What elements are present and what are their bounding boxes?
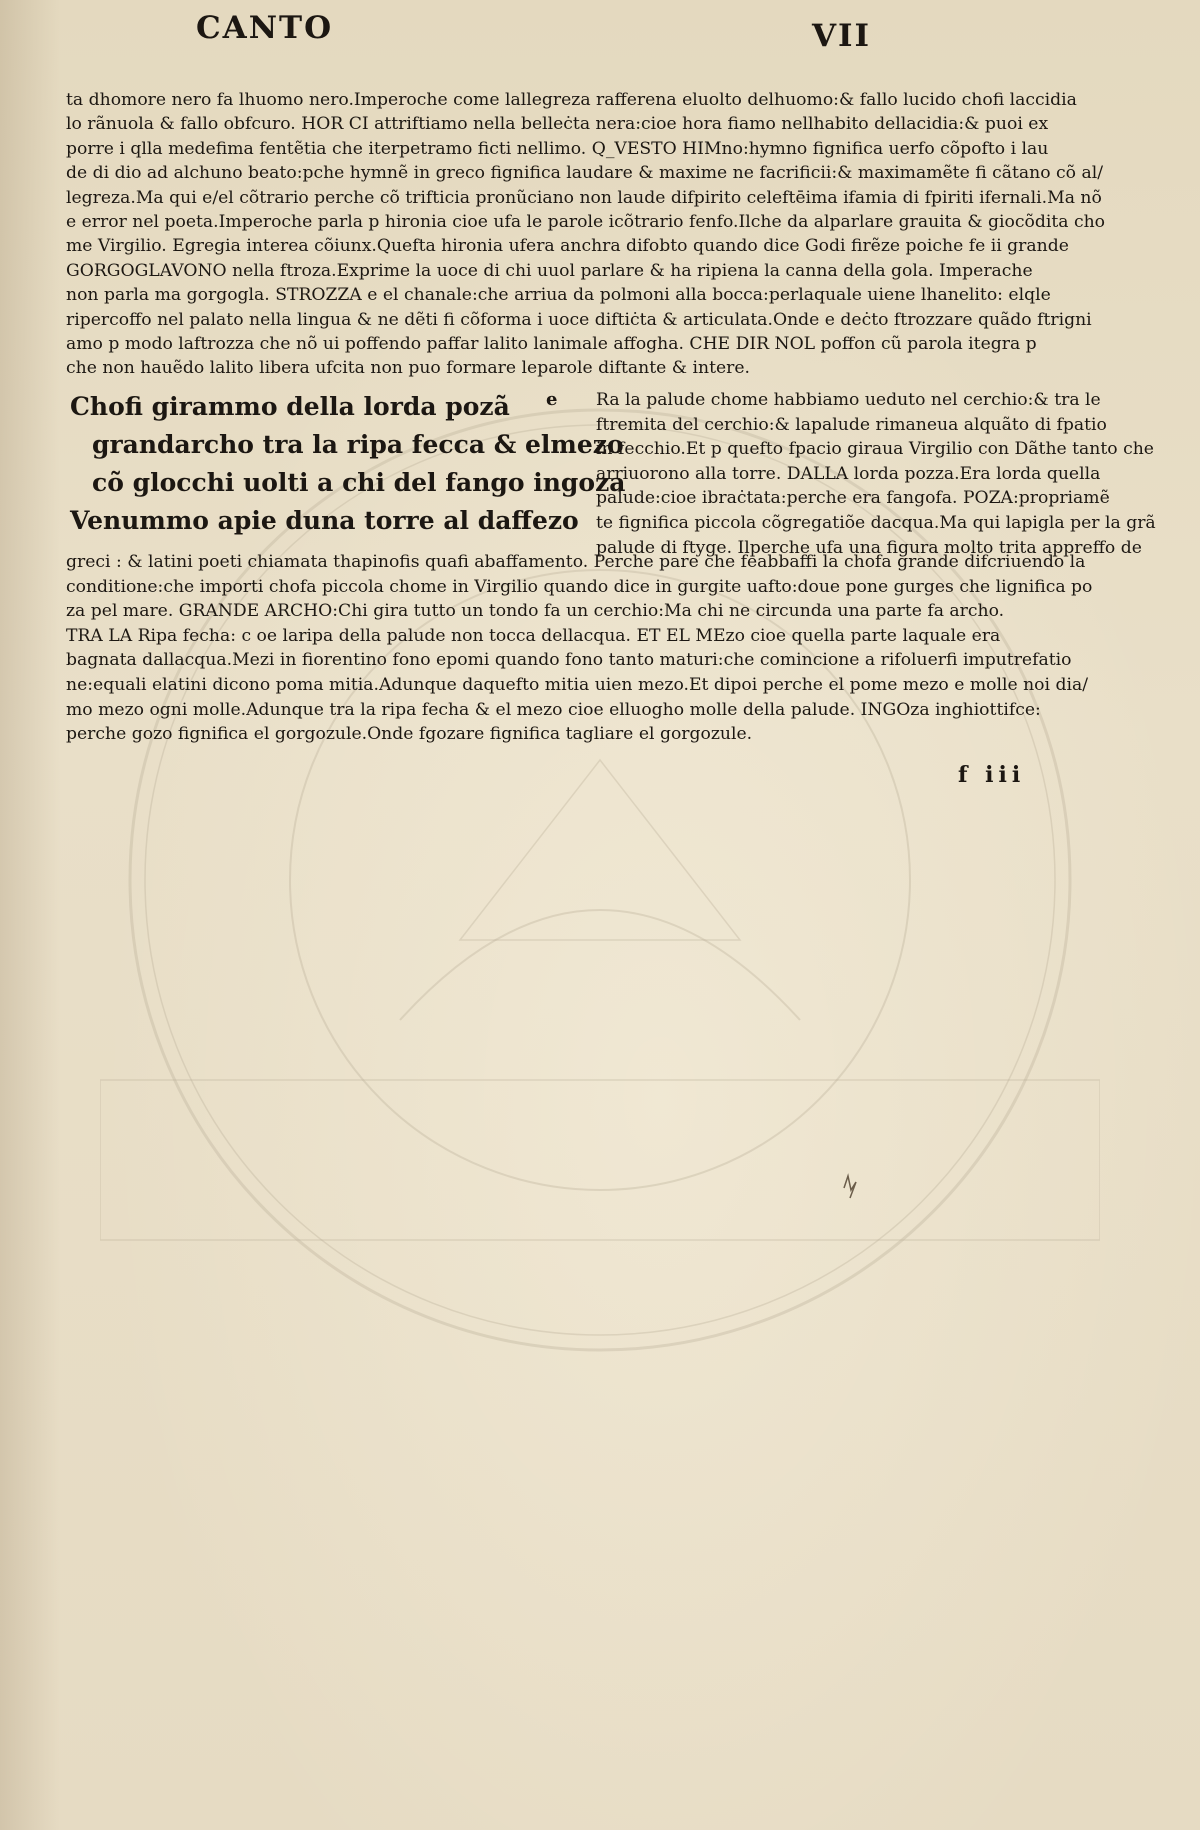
verse-tercet bbox=[70, 388, 626, 540]
commentary-line: me Virgilio. Egregia interea cõiunx.Quefta hironia ufera anchra difobto quando dice Godi firẽze poiche fe ii grande bbox=[66, 236, 1069, 257]
verse-line: Chofi girammo della lorda pozã bbox=[70, 392, 510, 421]
commentary-line: za pel mare. GRANDE ARCHO:Chi gira tutto un tondo fa un cerchio:Ma chi ne circunda una parte fa archo. bbox=[66, 601, 1005, 622]
commentary-line: TRA LA Ripa fecha: c oe laripa della palude non tocca dellacqua. ET EL MEzo cioe quella parte laquale era bbox=[66, 625, 1001, 646]
commentary-line: arriuorono alla torre. DALLA lorda pozza.Era lorda quella bbox=[596, 463, 1101, 484]
commentary-line: amo p modo laftrozza che nõ ui poffendo paffar lalito lanimale affogha. CHE DIR NOL poffon cũ parola itegra p bbox=[66, 334, 1037, 355]
commentary-block-side bbox=[546, 388, 1156, 560]
commentary-line: e error nel poeta.Imperoche parla p hironia cioe ufa le parole icõtrario fenfo.Ilche da alparlare grauita & giocõdita cho bbox=[66, 212, 1105, 233]
commentary-line: bagnata dallacqua.Mezi in fiorentino fono epomi quando fono tanto maturi:che comincione a rifoluerfi imputrefatio bbox=[66, 650, 1072, 671]
verse-line: grandarcho tra la ripa fecca & elmezo bbox=[92, 430, 624, 459]
commentary-block-top bbox=[66, 88, 1106, 381]
page-gutter-shadow bbox=[0, 0, 60, 1830]
commentary-line: conditione:che importi chofa piccola chome in Virgilio quando dice in gurgite uafto:doue pone gurges che lignifica po bbox=[66, 576, 1093, 597]
commentary-block-bottom bbox=[66, 550, 1106, 747]
commentary-line: ripercoffo nel palato nella lingua & ne dẽti fi cõforma i uoce diftiċta & articulata.Onde e deċto ftrozzare quãdo ftrigni bbox=[66, 309, 1092, 330]
commentary-line: ne:equali elatini dicono poma mitia.Adunque daquefto mitia uien mezo.Et dipoi perche el pome mezo e molle noi dia/ bbox=[66, 674, 1089, 695]
ink-speck bbox=[836, 1168, 866, 1204]
verse-line: cõ glocchi uolti a chi del fango ingoza bbox=[92, 468, 626, 497]
commentary-line: greci : & latini poeti chiamata thapinofis quafi abaffamento. Perche pare che feabbaffi la chofa grande difcriuendo la bbox=[66, 552, 1086, 572]
commentary-line: che non hauẽdo lalito libera ufcita non puo formare leparole diftante & intere. bbox=[66, 358, 751, 379]
canto-number: VII bbox=[812, 18, 872, 54]
commentary-line: palude:cioe ibraċtata:perche era fangofa. POZA:propriamẽ bbox=[596, 488, 1110, 509]
signature-mark: f iii bbox=[958, 762, 1026, 788]
commentary-line: perche gozo fignifica el gorgozule.Onde fgozare fignifica tagliare el gorgozule. bbox=[66, 724, 753, 745]
commentary-line: GORGOGLAVONO nella ftroza.Exprime la uoce di chi uuol parlare & ha ripiena la canna della gola. Imperache bbox=[66, 260, 1033, 281]
commentary-line: in fecchio.Et p quefto fpacio giraua Virgilio con Dãthe tanto che bbox=[596, 439, 1154, 460]
commentary-line: de di dio ad alchuno beato:pche hymnẽ in greco fignifica laudare & maxime ne facrificii:& maximamẽte fi cãtano cõ al/ bbox=[66, 163, 1104, 184]
verse-line: Venummo apie duna torre al daffezo bbox=[70, 506, 579, 535]
commentary-line: palude di ftyge. Ilperche ufa una figura molto trita appreffo de bbox=[596, 537, 1142, 558]
commentary-line: non parla ma gorgogla. STROZZA e el chanale:che arriua da polmoni alla bocca:perlaquale uiene lhanelito: elqle bbox=[66, 285, 1051, 306]
commentary-line: porre i qlla medefima fentẽtia che iterpetramo ficti nellimo. Q_VESTO HIMno:hymno fignifica uerfo cõpofto i lau bbox=[66, 138, 1049, 159]
commentary-line: mo mezo ogni molle.Adunque tra la ripa fecha & el mezo cioe elluogho molle della palude. INGOza inghiottifce: bbox=[66, 699, 1041, 720]
commentary-line: Ra la palude chome habbiamo ueduto nel cerchio:& tra le bbox=[596, 390, 1101, 410]
running-title: CANTO bbox=[196, 10, 334, 46]
commentary-line: legreza.Ma qui e/el cõtrario perche cõ trifticia pronũciano non laude difpirito celeftēima ifamia di fpiriti ifernali.Ma nõ bbox=[66, 187, 1102, 208]
commentary-line: ftremita del cerchio:& lapalude rimaneua alquãto di fpatio bbox=[596, 414, 1107, 435]
commentary-line: lo rãnuola & fallo obfcuro. HOR CI attriftiamo nella belleċta nera:cioe hora fiamo nellhabito dellacidia:& puoi ex bbox=[66, 114, 1049, 135]
commentary-line: ta dhomore nero fa lhuomo nero.Imperoche come lallegreza rafferena eluolto delhuomo:& fallo lucido chofi laccidia bbox=[66, 90, 1077, 110]
commentary-line: te fignifica piccola cõgregatiõe dacqua.Ma qui lapigla per la grã bbox=[596, 512, 1156, 533]
guide-initial-letter: e bbox=[546, 389, 558, 410]
